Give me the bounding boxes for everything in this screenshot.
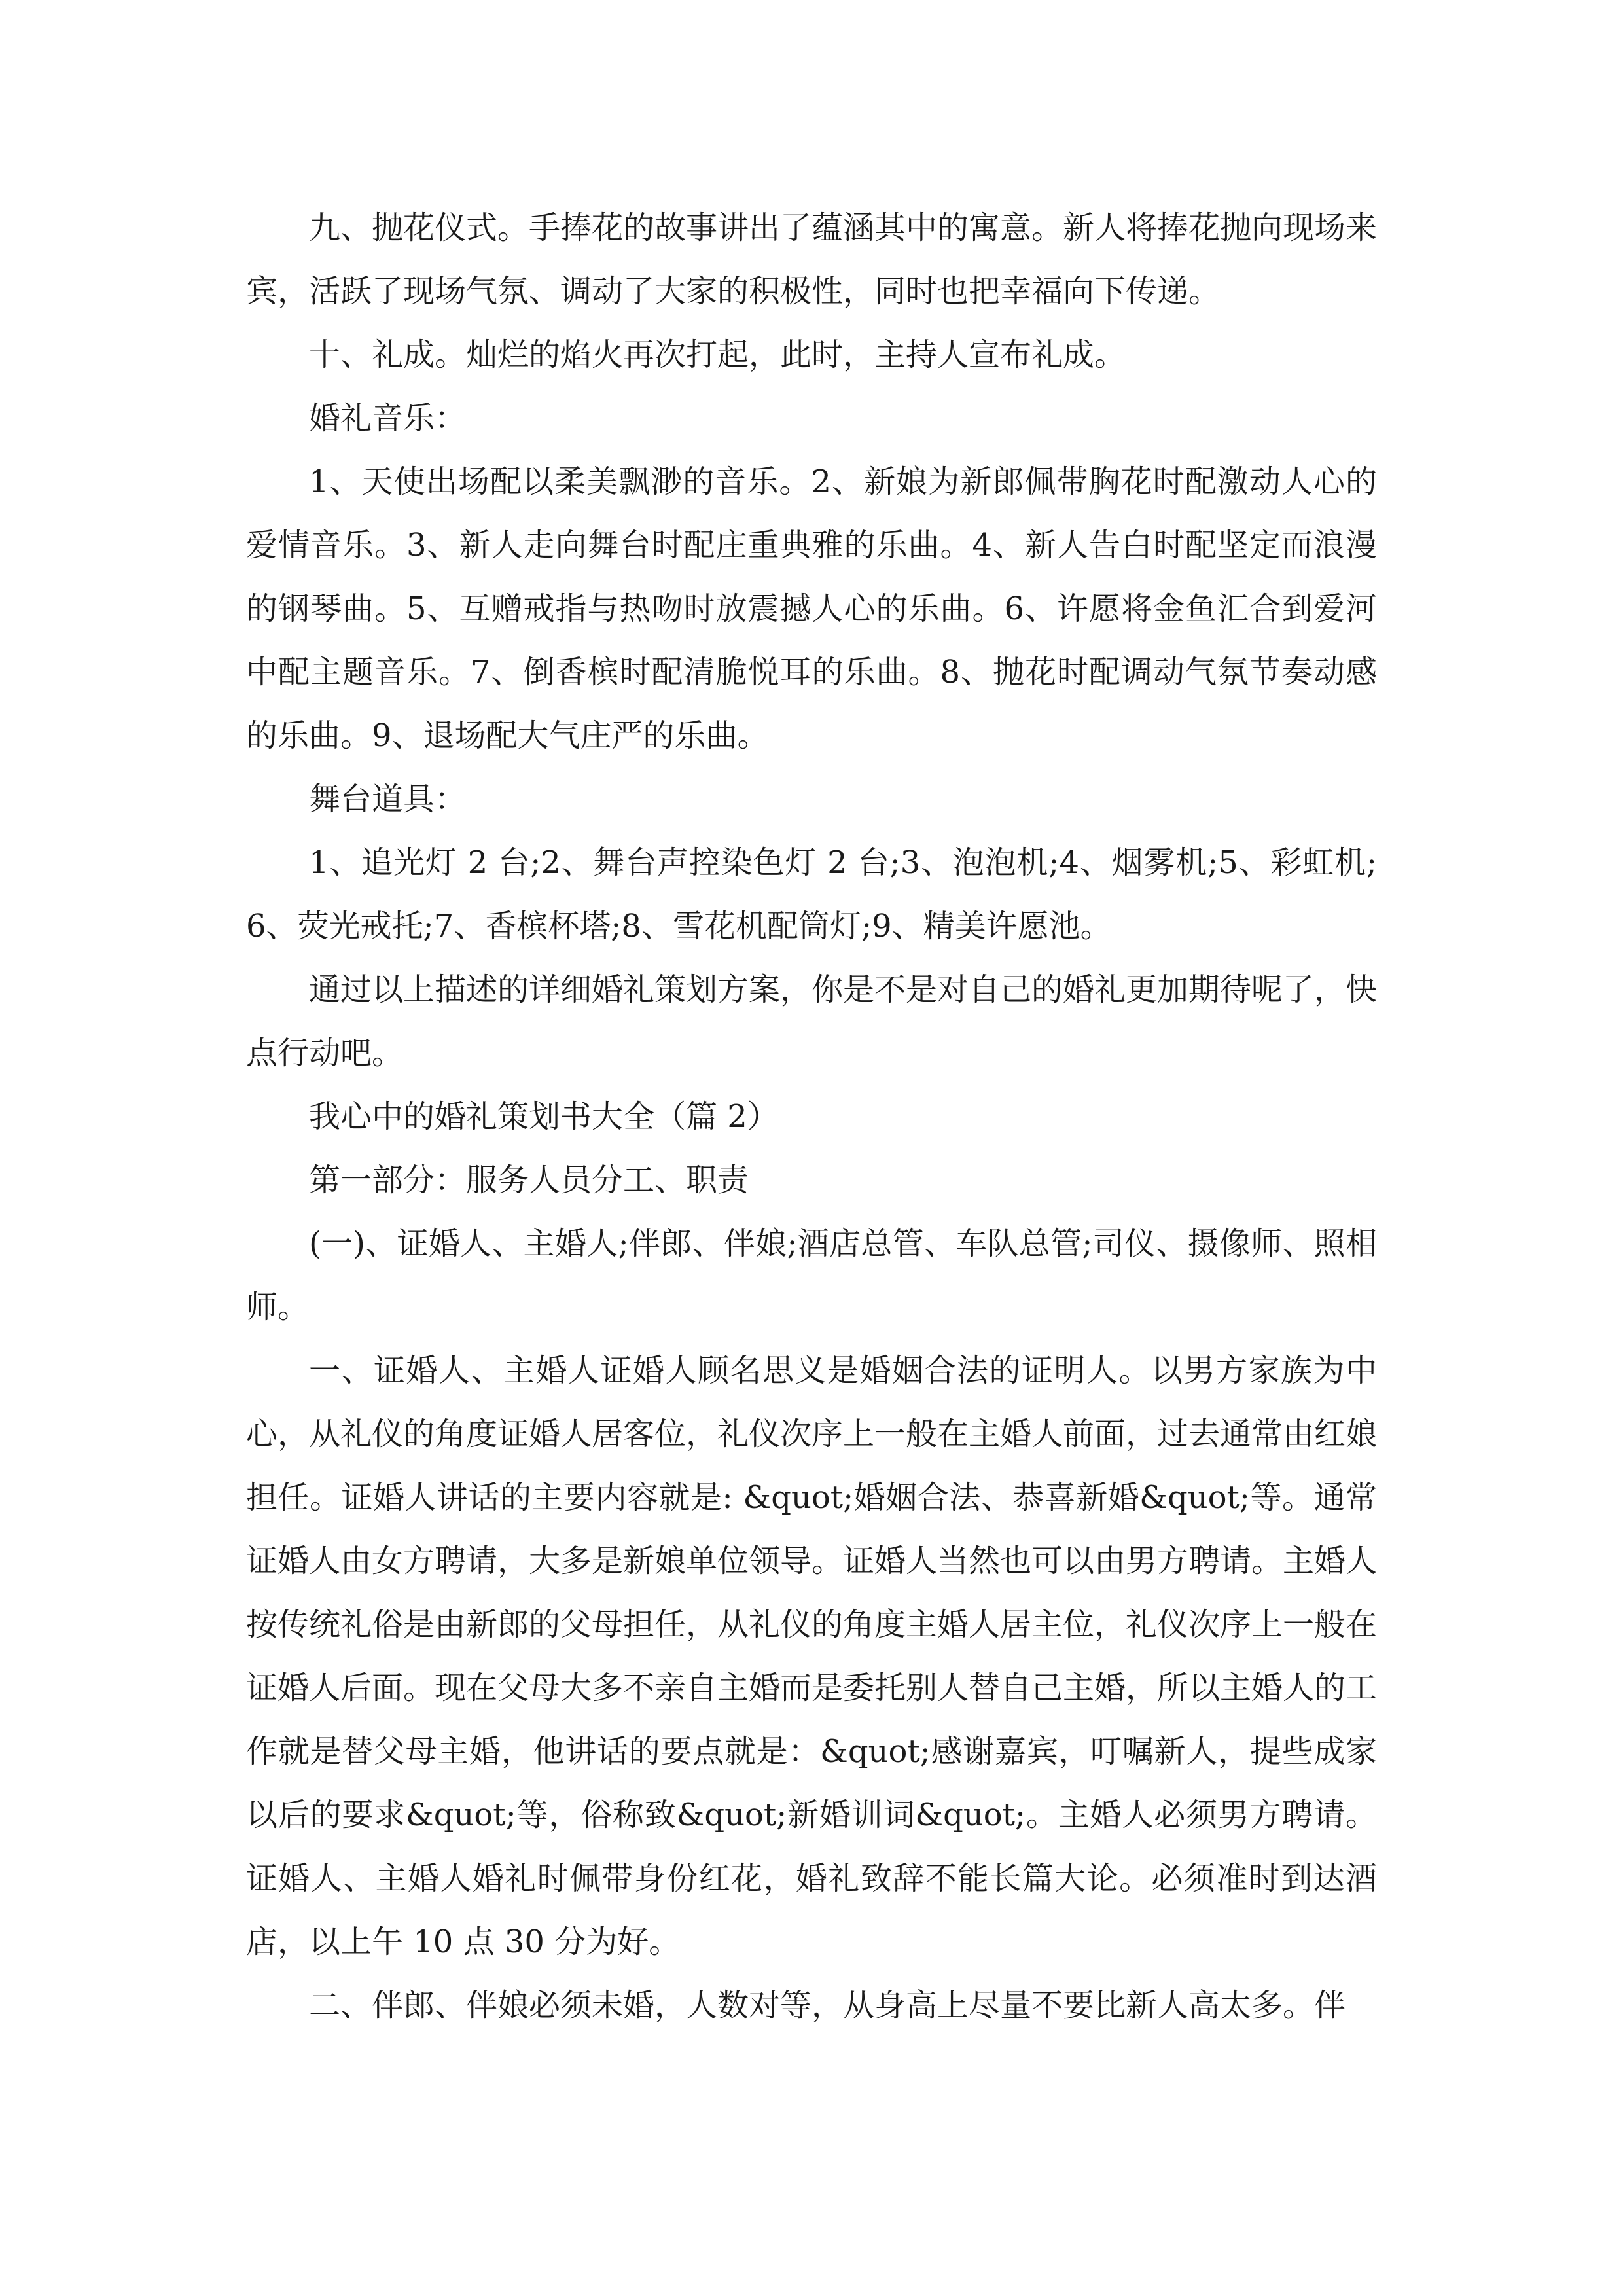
subsection-title-staff-duties: 第一部分：服务人员分工、职责 bbox=[309, 1162, 749, 1198]
paragraph-witness-officiant: 一、证婚人、主婚人证婚人顾名思义是婚姻合法的证明人。以男方家族为中心，从礼仪的角度证婚人居客位，礼仪次序上一般在主婚人前面，过去通常由红娘担任。证婚人讲话的主要内容就是: &quot;婚姻合法、恭喜新婚&quot;等。通常证婚人由女方聘请，大多是新娘单位领导。证婚人当然也可以由男方聘请。主婚人按传统礼俗是由新郎的父母担任，从礼仪的角度主婚人居主位，礼仪次序上一般在证婚人后面。现在父母大多不亲自主婚而是委托别人替自己主婚，所以主婚人的工作就是替父母主婚，他讲话的要点就是：&quot;感谢嘉宾，叮嘱新人，提些成家以后的要求&quot;等，俗称致&quot;新婚训词&quot;。主婚人必须男方聘请。证婚人、主婚人婚礼时佩带身份红花，婚礼致辞不能长篇大论。必须准时到达酒店，以上午 10 点 30 分为好。 bbox=[246, 1352, 1378, 1960]
paragraph-music-list: 1、天使出场配以柔美飘渺的音乐。2、新娘为新郎佩带胸花时配激动人心的爱情音乐。3、新人走向舞台时配庄重典雅的乐曲。4、新人告白时配坚定而浪漫的钢琴曲。5、互赠戒指与热吻时放震撼人心的乐曲。6、许愿将金鱼汇合到爱河中配主题音乐。7、倒香槟时配清脆悦耳的乐曲。8、抛花时配调动气氛节奏动感的乐曲。9、退场配大气庄严的乐曲。 bbox=[246, 463, 1377, 754]
section-title-part-2: 我心中的婚礼策划书大全（篇 2） bbox=[309, 1098, 779, 1135]
paragraph-staff-roles: (一)、证婚人、主婚人;伴郎、伴娘;酒店总管、车队总管;司仪、摄像师、照相师。 bbox=[246, 1225, 1377, 1325]
paragraph-closing: 通过以上描述的详细婚礼策划方案，你是不是对自己的婚礼更加期待呢了，快点行动吧。 bbox=[246, 971, 1378, 1071]
heading-wedding-music: 婚礼音乐： bbox=[309, 400, 467, 437]
paragraph-ceremony-complete: 十、礼成。灿烂的焰火再次打起，此时，主持人宣布礼成。 bbox=[309, 336, 1126, 373]
paragraph-toss-bouquet: 九、抛花仪式。手捧花的故事讲出了蕴涵其中的寓意。新人将捧花抛向现场来宾，活跃了现场气氛、调动了大家的积极性，同时也把幸福向下传递。 bbox=[246, 209, 1378, 310]
paragraph-props-list: 1、追光灯 2 台;2、舞台声控染色灯 2 台;3、泡泡机;4、烟雾机;5、彩虹机;6、荧光戒托;7、香槟杯塔;8、雪花机配筒灯;9、精美许愿池。 bbox=[246, 844, 1377, 944]
heading-stage-props: 舞台道具： bbox=[309, 781, 467, 817]
document-page bbox=[246, 196, 1377, 2037]
paragraph-groomsmen-bridesmaids: 二、伴郎、伴娘必须未婚，人数对等，从身高上尽量不要比新人高太多。伴 bbox=[309, 1987, 1346, 2024]
